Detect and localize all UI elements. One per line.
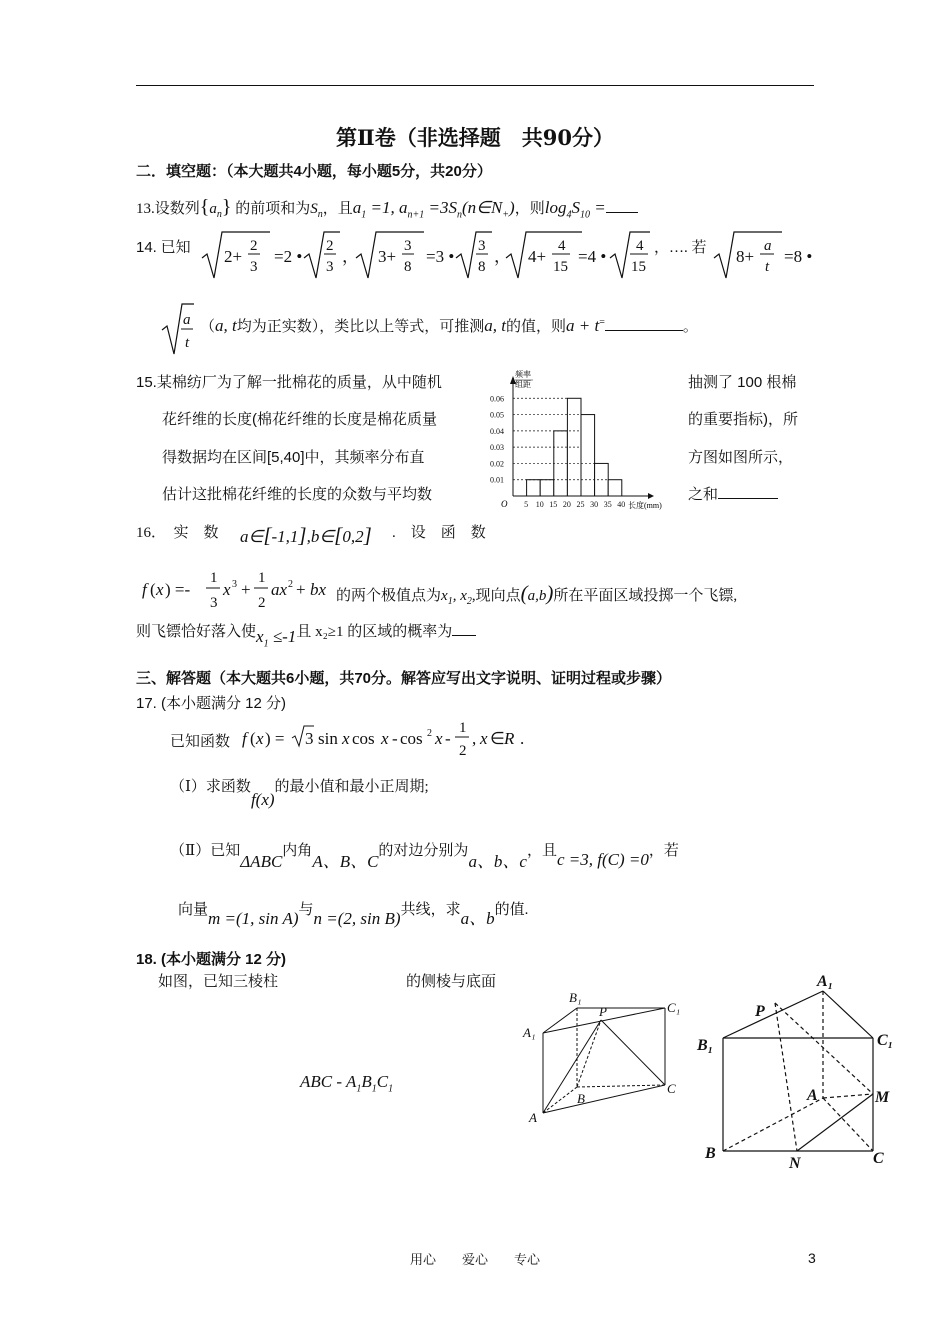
q15-line4a: 估计这批棉花纤维的长度的众数与平均数 xyxy=(162,486,433,503)
svg-text:2: 2 xyxy=(250,238,258,254)
q14-sqrt-a-over-t xyxy=(160,300,196,358)
q17-vector-n: n =(2, sin B) xyxy=(313,909,401,928)
edge-ac xyxy=(543,1085,665,1113)
q16-spaced1: 实 数 xyxy=(173,525,219,541)
svg-text:t: t xyxy=(765,259,770,275)
svg-text:15: 15 xyxy=(553,259,568,275)
edge-a1c1 xyxy=(823,991,873,1038)
q16-extreme-points: $x_1$, $x_2$ xyxy=(441,588,472,607)
svg-text:x: x xyxy=(223,580,231,599)
q16-condition: $x_1 \le-1$ xyxy=(256,627,297,650)
histogram-xtick-25: 25 xyxy=(576,500,585,509)
svg-text:bx: bx xyxy=(310,580,327,599)
svg-text:3: 3 xyxy=(250,259,258,275)
histogram-bar-10-15 xyxy=(540,480,554,496)
q13-text1: 设数列 xyxy=(154,201,200,217)
q13-text3: ，且 xyxy=(322,201,353,217)
x-axis-arrow xyxy=(648,493,654,499)
q17-line4 xyxy=(178,894,529,928)
q15-line2b: 的重要指标)，所 xyxy=(688,411,798,428)
q18-header xyxy=(136,948,286,969)
histogram-ytick-0.01: 0.01 xyxy=(490,475,504,485)
svg-text:1: 1 xyxy=(459,720,467,736)
q15-line3a: 得数据均在区间[5,40]中，其频率分布直 xyxy=(162,449,425,466)
q17-triangle: ΔABC xyxy=(240,852,283,871)
q14-sum-expr: a + t xyxy=(566,316,600,335)
svg-text:=4 •: =4 • xyxy=(578,247,607,266)
hist-xlabel: 长度(mm) xyxy=(628,501,662,510)
q18-line1b: 的侧棱与底面 xyxy=(406,974,497,990)
q16-line3b: 且 x₂≥1 的区域的概率为 xyxy=(296,624,453,640)
q17-sides: a、b、c xyxy=(468,852,527,871)
svg-text:(: ( xyxy=(250,729,256,748)
histogram-ytick-0.04: 0.04 xyxy=(490,426,504,436)
q13-line xyxy=(136,196,638,220)
q14-at-var: a, t xyxy=(215,316,237,335)
q15-line2a: 花纤维的长度(棉花纤维的长度是棉花质量 xyxy=(162,411,437,428)
q16-number: 16． xyxy=(136,525,159,541)
histogram-ytick-0.06: 0.06 xyxy=(490,394,504,404)
svg-text:-: - xyxy=(445,729,451,748)
histogram-ytick-0.03: 0.03 xyxy=(490,443,504,453)
svg-text:a: a xyxy=(764,238,772,254)
svg-text:，: ， xyxy=(342,247,359,266)
svg-text:2: 2 xyxy=(427,728,432,739)
svg-text:2: 2 xyxy=(326,238,334,254)
svg-text:4: 4 xyxy=(636,238,644,254)
histogram-xtick-10: 10 xyxy=(535,500,544,509)
svg-text:cos: cos xyxy=(400,729,423,748)
fig1-label-c1: C₁ xyxy=(667,1000,681,1015)
svg-text:sin: sin xyxy=(318,729,338,748)
svg-text:，: ， xyxy=(494,247,511,266)
fig2-label-c: C xyxy=(873,1150,884,1167)
q13-number: 13. xyxy=(136,201,155,217)
hist-ylabel-bottom: 组距 xyxy=(515,380,531,389)
fig2-label-a: A xyxy=(807,1087,818,1104)
svg-text:f: f xyxy=(242,729,247,748)
svg-text:2: 2 xyxy=(288,579,293,590)
edge-pm-hidden xyxy=(775,1003,873,1094)
q15-line4b: 之和 xyxy=(688,486,719,503)
q17-line4c: 共线，求 xyxy=(400,902,461,918)
header-rule xyxy=(136,85,814,86)
q14-text4: 均为正实数），类比以上等式，可推测 xyxy=(236,319,485,335)
footer-motto: 用心 爱心 专心 xyxy=(409,1252,540,1267)
prism-figure-1 xyxy=(515,985,690,1130)
svg-text:3: 3 xyxy=(210,595,218,611)
q15-line1b: 抽测了 100 根棉 xyxy=(688,374,797,391)
q17-ab: a、b xyxy=(460,909,495,928)
q18-prism-name: ABC - $A_1B_1C_1$ xyxy=(300,1072,394,1095)
svg-text:=8 •: =8 • xyxy=(784,247,813,266)
svg-text:3: 3 xyxy=(305,729,314,748)
q17-line4b: 与 xyxy=(298,902,314,918)
fig2-label-p: P xyxy=(755,1003,765,1020)
page-number: 3 xyxy=(808,1250,816,1266)
svg-text:cos: cos xyxy=(352,729,375,748)
histogram-bar-5-10 xyxy=(527,480,541,496)
histogram-bar-35-40 xyxy=(608,480,622,496)
svg-text:3: 3 xyxy=(404,238,412,254)
q18-header-text: 18. (本小题满分 12 分) xyxy=(136,951,287,968)
q16-function-formula xyxy=(140,562,340,614)
histogram-bar-25-30 xyxy=(581,415,595,496)
svg-text:4: 4 xyxy=(558,238,566,254)
svg-text:3: 3 xyxy=(478,238,486,254)
q15-answer-blank xyxy=(718,497,778,499)
histogram-xtick-40: 40 xyxy=(617,500,626,509)
q14-line2 xyxy=(200,315,698,336)
fig1-label-a: A xyxy=(529,1110,537,1125)
svg-text:∈: ∈ xyxy=(490,729,505,748)
svg-text:+: + xyxy=(241,580,251,599)
q17-line1-label: 已知函数 xyxy=(170,734,231,750)
svg-text:x: x xyxy=(480,729,488,748)
svg-text:=2 •: =2 • xyxy=(274,247,303,266)
histogram-xtick-35: 35 xyxy=(603,500,612,509)
svg-text:-: - xyxy=(392,729,398,748)
q16-line2 xyxy=(336,581,737,607)
svg-text:+: + xyxy=(296,580,306,599)
q14-text2: ，…. 若 xyxy=(654,240,707,256)
svg-text:2: 2 xyxy=(459,743,467,759)
svg-text:f: f xyxy=(142,580,147,599)
q16-line3a: 则飞镖恰好落入使 xyxy=(136,624,257,640)
q14-text5: 的值，则 xyxy=(506,319,567,335)
fig2-label-m: M xyxy=(875,1089,890,1106)
svg-text:) =-: ) =- xyxy=(165,580,191,599)
q14-answer-blank xyxy=(605,329,683,331)
q14-equals: = xyxy=(599,317,605,328)
q16-line1 xyxy=(136,521,219,542)
q13-seq-formula: $\{a_n\}$ xyxy=(199,196,232,220)
hist-ylabel-top: 频率 xyxy=(515,370,531,379)
q17-line4a: 向量 xyxy=(178,902,209,918)
section2-heading: 二．填空题：（本大题共4小题，每小题5分，共20分） xyxy=(136,163,492,180)
q15-line4-answer xyxy=(688,483,778,504)
q17-angles: A、B、C xyxy=(312,852,379,871)
q14-number-and-intro xyxy=(136,236,191,257)
q14-text1: 已知 xyxy=(160,240,191,256)
svg-text:2: 2 xyxy=(258,595,266,611)
svg-text:3: 3 xyxy=(232,579,237,590)
svg-text:x: x xyxy=(381,729,389,748)
q16-text5: 所在平面区域投掷一个飞镖, xyxy=(553,588,738,604)
q17-part2b: 内角 xyxy=(282,843,313,859)
fig1-label-c: C xyxy=(667,1081,676,1096)
q17-given: c =3, f(C) =0 xyxy=(557,850,649,869)
frequency-histogram xyxy=(488,368,678,516)
page-title: 第Ⅱ卷（非选择题 共90分） xyxy=(336,125,614,150)
q14-end: 。 xyxy=(682,319,698,335)
svg-text:.: . xyxy=(520,729,525,748)
fig1-label-p: P xyxy=(599,1004,607,1019)
prism-figure-2 xyxy=(695,968,905,1173)
svg-text:8: 8 xyxy=(478,259,486,275)
q16-point: (a,b) xyxy=(520,581,554,605)
histogram-xtick-20: 20 xyxy=(562,500,571,509)
svg-text:1: 1 xyxy=(210,570,218,586)
hist-origin: O xyxy=(501,499,508,509)
fig2-label-c1: C₁ xyxy=(877,1032,894,1049)
fig2-label-b: B xyxy=(705,1145,716,1162)
svg-text:) =: ) = xyxy=(265,729,285,748)
q17-part2e: ，若 xyxy=(648,843,679,859)
svg-text:=3 •: =3 • xyxy=(426,247,455,266)
histogram-ytick-0.05: 0.05 xyxy=(490,410,504,420)
svg-text:3: 3 xyxy=(326,259,334,275)
fig1-label-b: B xyxy=(577,1091,585,1106)
q16-answer-blank xyxy=(452,634,476,636)
fig1-label-b1: B₁ xyxy=(569,990,582,1005)
q16-line3 xyxy=(136,620,476,650)
svg-text:1: 1 xyxy=(258,570,266,586)
q16-text3: 的两个极值点为 xyxy=(336,588,442,604)
svg-text:4+: 4+ xyxy=(528,247,547,266)
q17-fx: f(x) xyxy=(250,790,275,809)
svg-text:a: a xyxy=(183,312,191,328)
q13-log-formula: $\log_4S_{10}$ = xyxy=(544,198,606,221)
q17-part2c: 的对边分别为 xyxy=(378,843,469,859)
q13-text4: ，则 xyxy=(514,201,545,217)
svg-text:,: , xyxy=(472,729,477,748)
svg-text:ax: ax xyxy=(271,580,288,599)
q13-answer-blank xyxy=(606,211,638,213)
q17-header: 17. (本小题满分 12 分) xyxy=(136,695,287,712)
edge-am-hidden xyxy=(823,1094,873,1098)
svg-text:x: x xyxy=(156,580,164,599)
svg-text:8: 8 xyxy=(404,259,412,275)
q16-text2: . 设 函 数 xyxy=(392,525,486,541)
q15-line1a: 15.某棉纺厂为了解一批棉花的质量，从中随机 xyxy=(136,374,442,391)
histogram-xtick-30: 30 xyxy=(590,500,599,509)
q17-part1a: （Ⅰ）求函数 xyxy=(170,779,251,795)
edge-bc-hidden xyxy=(577,1085,665,1087)
histogram-ytick-0.02: 0.02 xyxy=(490,459,504,469)
q13-condition-formula: $a_1 =1$, $a_{n+1}$ $=3S_n(n\in N_+)$ xyxy=(352,198,515,221)
q17-part1b: 的最小值和最小正周期; xyxy=(274,779,429,795)
edge-ap xyxy=(543,1020,601,1113)
edge-b1a1 xyxy=(723,991,823,1038)
q14-number: 14. xyxy=(136,239,157,256)
q17-part1 xyxy=(170,775,429,809)
q18-line1a: 如图，已知三棱柱 xyxy=(158,974,279,990)
svg-text:x: x xyxy=(435,729,443,748)
q13-text2: 的前项和为 xyxy=(235,201,311,217)
q14-at-var-2: a, t xyxy=(484,316,506,335)
q17-part2a: （Ⅱ）已知 xyxy=(170,843,241,859)
q17-part2d: ，且 xyxy=(526,843,557,859)
q17-line4d: 的值. xyxy=(494,902,529,918)
edge-ac-hidden xyxy=(823,1098,873,1151)
q13-sn-formula: $S_n$ xyxy=(310,201,323,220)
q17-vector-m: m =(1, sin A) xyxy=(208,909,299,928)
svg-text:x: x xyxy=(342,729,350,748)
fig2-label-a1: A₁ xyxy=(817,973,834,990)
edge-pn-hidden xyxy=(775,1003,797,1151)
edge-pc xyxy=(601,1020,665,1085)
svg-text:15: 15 xyxy=(631,259,646,275)
section3-heading: 三、解答题（本大题共6小题，共70分。解答应写出文字说明、证明过程或步骤） xyxy=(136,670,672,687)
fig1-label-a1: A₁ xyxy=(523,1025,536,1040)
svg-text:x: x xyxy=(256,729,264,748)
svg-text:2+: 2+ xyxy=(224,247,243,266)
histogram-xtick-5: 5 xyxy=(524,500,529,509)
svg-text:t: t xyxy=(185,335,190,351)
q14-target-equation xyxy=(712,226,822,286)
histogram-xtick-15: 15 xyxy=(549,500,558,509)
q17-function-formula xyxy=(240,714,560,764)
svg-text:R: R xyxy=(504,729,515,748)
q16-domain-formula: a∈[-1,1],b∈[0,2] xyxy=(240,523,372,547)
q15-line3b: 方图如图所示， xyxy=(688,449,794,466)
q14-text3: （ xyxy=(200,319,216,335)
svg-text:3+: 3+ xyxy=(378,247,397,266)
q16-text4: ,现向点 xyxy=(471,588,521,604)
svg-text:8+: 8+ xyxy=(736,247,755,266)
q17-part2 xyxy=(170,835,679,871)
svg-text:(: ( xyxy=(150,580,156,599)
fig2-label-n: N xyxy=(789,1155,801,1172)
fig2-label-b1: B₁ xyxy=(697,1037,714,1054)
